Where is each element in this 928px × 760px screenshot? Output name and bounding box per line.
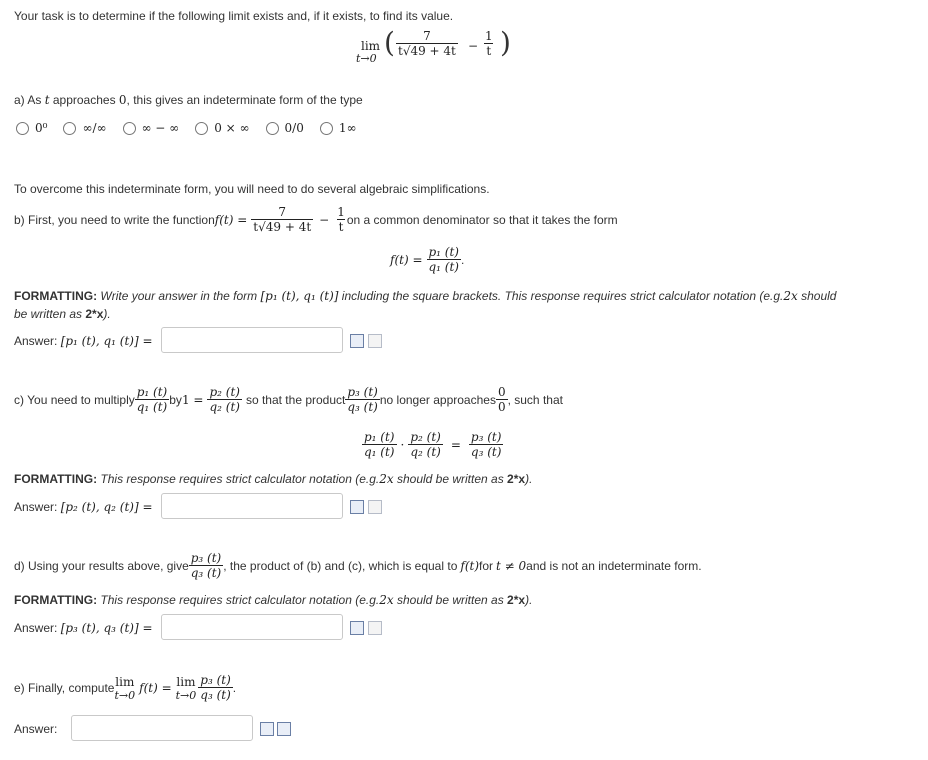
numerator: p₂ (t)	[410, 430, 441, 444]
equation-editor-icon[interactable]	[350, 621, 364, 635]
equation-editor-icon[interactable]	[350, 334, 364, 348]
formatting-expr: [p₁ (t), q₁ (t)]	[260, 289, 339, 303]
denominator: q₂ (t)	[209, 400, 240, 414]
f-of-t: f(t) =	[390, 253, 423, 267]
answer-d-label	[14, 621, 153, 635]
numerator: 7	[423, 29, 431, 43]
period: .	[232, 681, 237, 695]
indeterminate-options	[16, 121, 372, 135]
numerator: p₁ (t)	[136, 385, 168, 399]
help-icon[interactable]	[368, 334, 382, 348]
formatting-example-bold: 2*x	[507, 593, 526, 607]
formatting-label: FORMATTING:	[14, 472, 98, 486]
answer-expr: [p₁ (t), q₁ (t)] =	[60, 334, 153, 348]
right-paren: )	[500, 26, 511, 59]
one-equals: 1 =	[181, 393, 204, 407]
answer-d-input[interactable]	[161, 614, 343, 640]
option-label: 0 × ∞	[214, 121, 250, 135]
formatting-text: including the square brackets. This response requires strict calculator notation (e.g.	[338, 289, 784, 303]
minus-sign: −	[319, 213, 330, 227]
formatting-text: be written as	[14, 307, 86, 321]
period: .	[461, 253, 465, 267]
denominator: q₃ (t)	[200, 688, 231, 702]
formatting-label: FORMATTING:	[14, 289, 98, 303]
minus-sign: −	[468, 39, 479, 53]
formatting-text: should	[797, 289, 837, 303]
formatting-text: ).	[525, 472, 533, 486]
option-label: ∞ − ∞	[141, 121, 180, 135]
intro-text: Your task is to determine if the following limit exists and, if it exists, to find its value.	[14, 9, 454, 23]
numerator: p₃ (t)	[470, 430, 502, 444]
formatting-example: 2x	[379, 472, 394, 486]
formatting-text: Write your answer in the form	[97, 289, 261, 303]
lim-sub: t→0	[175, 688, 197, 702]
radio-icon[interactable]	[266, 122, 279, 135]
option-label: 0/0	[284, 121, 304, 135]
denominator: q₃ (t)	[190, 566, 222, 580]
answer-label: Answer:	[14, 334, 61, 348]
lim-label: lim	[176, 674, 196, 689]
zero: 0	[118, 93, 127, 107]
f-of-t: f(t)	[460, 559, 480, 573]
form-p1-q1	[390, 242, 464, 278]
numerator: 7	[278, 205, 287, 219]
part-d-prompt	[14, 546, 702, 586]
numerator: p₃ (t)	[190, 551, 222, 565]
answer-e-input[interactable]	[71, 715, 253, 741]
fraction-1	[483, 30, 495, 58]
formatting-example-bold: 2*x	[507, 472, 526, 486]
var-t: t	[44, 93, 50, 107]
option-label: 1∞	[338, 121, 357, 135]
condition: t ≠ 0	[496, 559, 527, 573]
option-label: ∞/∞	[82, 121, 107, 135]
part-b-label: b) First, you need to write the function	[14, 213, 215, 227]
help-icon[interactable]	[368, 621, 382, 635]
formatting-text: This response requires strict calculator notation (e.g.	[97, 472, 380, 486]
answer-expr: [p₂ (t), q₂ (t)] =	[60, 500, 153, 514]
formatting-text: ).	[103, 307, 111, 321]
f-of-t: f(t) =	[214, 213, 248, 227]
option-0-0[interactable]	[16, 121, 47, 135]
fraction-7	[396, 30, 458, 58]
numerator: p₃ (t)	[200, 673, 231, 687]
lim-sub: t→0	[114, 688, 136, 702]
answer-label: Answer:	[14, 621, 61, 635]
denominator: q₁ (t)	[136, 400, 168, 414]
overcome-text: To overcome this indeterminate form, you will need to do several algebraic simplifications.	[14, 182, 490, 196]
formatting-note-b	[14, 287, 854, 323]
part-c-prompt	[14, 380, 563, 420]
answer-b-input[interactable]	[161, 327, 343, 353]
denominator: q₂ (t)	[410, 445, 441, 459]
part-b-text: on a common denominator so that it takes the form	[346, 213, 618, 227]
radio-icon[interactable]	[63, 122, 76, 135]
limit-operator	[114, 675, 135, 702]
part-a-text: approaches	[49, 93, 119, 107]
radio-icon[interactable]	[123, 122, 136, 135]
denominator: t√49 + 4t	[253, 220, 312, 234]
numerator: p₃ (t)	[347, 385, 378, 399]
formatting-text: This response requires strict calculator notation (e.g.	[97, 593, 380, 607]
equals: =	[450, 438, 461, 452]
option-1-inf[interactable]	[320, 121, 357, 135]
fraction-p3-q3	[469, 431, 504, 459]
fraction-p3-q3	[198, 674, 233, 702]
answer-b-label	[14, 334, 153, 348]
denominator: t√49 + 4t	[398, 44, 456, 58]
numerator: 1	[337, 205, 345, 219]
so-text: so that the product	[245, 393, 346, 407]
answer-c-input[interactable]	[161, 493, 343, 519]
formatting-text: should be written as	[393, 593, 508, 607]
part-d-text3: and is not an indeterminate form.	[526, 559, 702, 573]
fraction-p3-q3	[189, 552, 224, 580]
left-paren: (	[384, 26, 395, 59]
f-of-t: f(t) =	[139, 681, 172, 695]
dot-operator: ·	[400, 438, 405, 452]
equation-editor-icon[interactable]	[350, 500, 364, 514]
part-d-text: , the product of (b) and (c), which is equal to	[223, 559, 458, 573]
part-a-text2: , this gives an indeterminate form of the type	[126, 93, 363, 107]
help-icon[interactable]	[277, 722, 291, 736]
formatting-note-c	[14, 472, 532, 486]
help-icon[interactable]	[368, 500, 382, 514]
denominator: q₃ (t)	[470, 445, 502, 459]
fraction-p1-q1	[427, 245, 465, 274]
denominator: 0	[497, 400, 506, 414]
numerator: p₁ (t)	[364, 430, 395, 444]
denominator: t	[486, 44, 492, 58]
denominator: q₁ (t)	[428, 260, 459, 274]
part-e-label: e) Finally, compute	[14, 681, 115, 695]
limit-operator	[176, 675, 197, 702]
fraction-p2-q2	[207, 386, 242, 414]
lim-label: lim	[361, 39, 381, 53]
numerator: 0	[497, 385, 506, 399]
formatting-label: FORMATTING:	[14, 593, 98, 607]
fraction-p2-q2	[408, 431, 443, 459]
fraction-p1-q1	[135, 386, 170, 414]
radio-icon[interactable]	[16, 122, 29, 135]
lim-label: lim	[115, 674, 135, 689]
option-inf-minus-inf[interactable]	[123, 121, 180, 135]
option-label: 0⁰	[35, 121, 48, 135]
fraction-7	[251, 206, 313, 234]
radio-icon[interactable]	[320, 122, 333, 135]
formatting-example: 2x	[379, 593, 394, 607]
no-longer-text: no longer approaches	[379, 393, 496, 407]
denominator: q₁ (t)	[364, 445, 395, 459]
such-that-text: , such that	[507, 393, 563, 407]
product-equation	[362, 427, 503, 463]
fraction-p3-q3	[345, 386, 380, 414]
formatting-text: should be written as	[393, 472, 508, 486]
option-0-times-inf[interactable]	[195, 121, 249, 135]
fraction-p1-q1	[362, 431, 397, 459]
formatting-text: ).	[525, 593, 533, 607]
formatting-example: 2x	[783, 289, 798, 303]
part-c-label: c) You need to multiply	[14, 393, 135, 407]
numerator: p₂ (t)	[209, 385, 240, 399]
answer-expr: [p₃ (t), q₃ (t)] =	[60, 621, 153, 635]
equation-editor-icon[interactable]	[260, 722, 274, 736]
formatting-example-bold: 2*x	[85, 307, 104, 321]
part-d-label: d) Using your results above, give	[14, 559, 189, 573]
option-inf-inf[interactable]	[63, 121, 106, 135]
part-a-label: a) As	[14, 93, 45, 107]
part-e-prompt	[14, 668, 236, 708]
radio-icon[interactable]	[195, 122, 208, 135]
fraction-1	[335, 206, 347, 234]
part-d-text2: for	[479, 559, 494, 573]
option-0-over-0[interactable]	[266, 121, 304, 135]
by-text: by	[169, 393, 182, 407]
numerator: p₁ (t)	[428, 245, 459, 259]
denominator: t	[338, 220, 344, 234]
part-a-prompt	[14, 93, 363, 107]
fraction-0-0	[496, 386, 508, 414]
lim-sub: t→0	[356, 52, 377, 65]
formatting-note-d	[14, 593, 532, 607]
part-b-prompt	[14, 200, 618, 240]
answer-e-label: Answer:	[14, 722, 58, 736]
numerator: 1	[485, 29, 493, 43]
answer-label: Answer:	[14, 500, 61, 514]
answer-c-label	[14, 500, 153, 514]
denominator: q₃ (t)	[347, 400, 378, 414]
